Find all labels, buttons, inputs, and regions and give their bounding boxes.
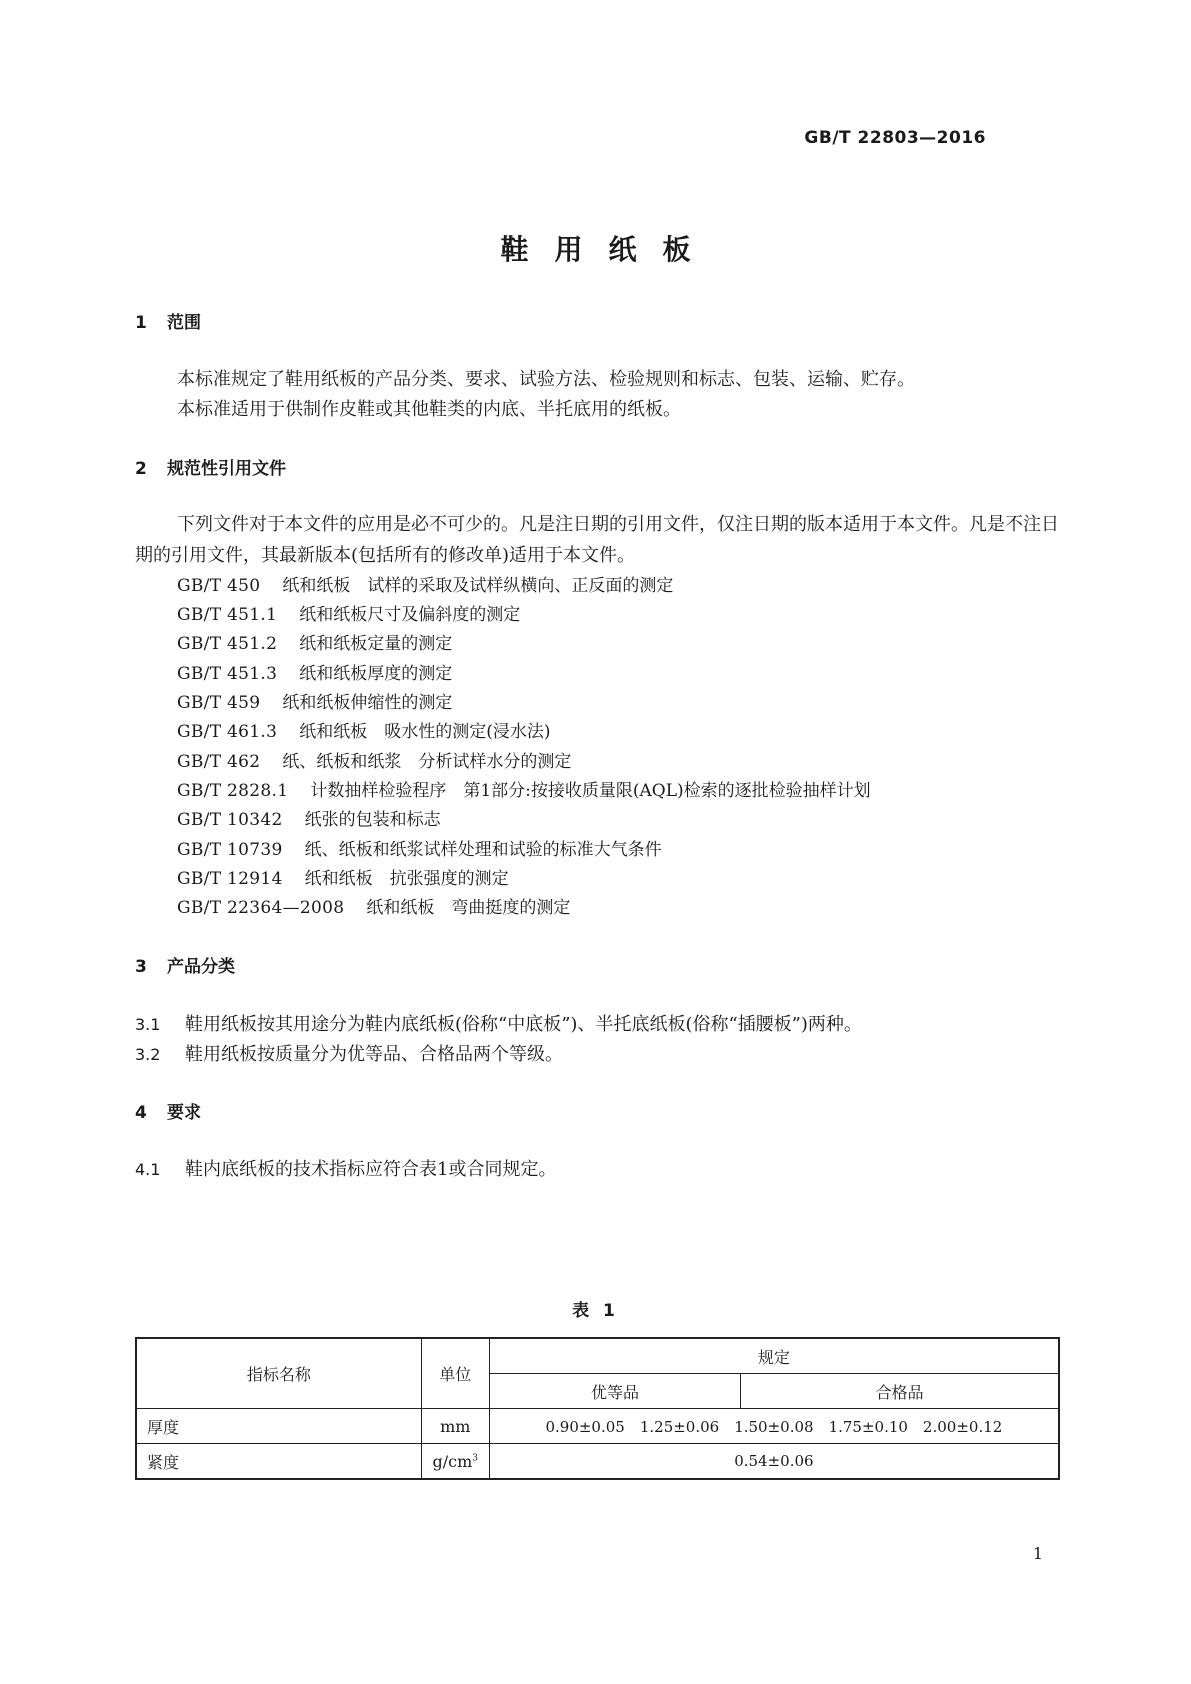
row-value-cell: 0.54±0.06: [489, 1444, 1059, 1480]
clause-item: [135, 1010, 862, 1036]
table-row: [136, 1444, 1059, 1480]
reference-item: [177, 835, 662, 860]
section-1-heading: [135, 308, 201, 333]
section-title: 范围: [167, 313, 201, 333]
reference-item: [177, 893, 570, 918]
reference-item: [177, 864, 509, 889]
reference-title: 纸、纸板和纸浆试样处理和试验的标准大气条件: [304, 840, 662, 860]
section-title: 规范性引用文件: [167, 459, 286, 479]
section-number: 3: [135, 957, 147, 977]
reference-item: [177, 747, 571, 772]
section-number: 1: [135, 313, 147, 333]
reference-item: [177, 571, 673, 596]
header-cell-spec: 规定: [489, 1338, 1059, 1374]
clause-number: 3.2: [135, 1045, 161, 1064]
spec-table: [135, 1337, 1060, 1480]
reference-title: 纸和纸板定量的测定: [299, 634, 453, 654]
scope-paragraph-1: 本标准规定了鞋用纸板的产品分类、要求、试验方法、检验规则和标志、包装、运输、贮存。: [177, 369, 915, 390]
reference-item: [177, 629, 452, 654]
reference-title: 纸张的包装和标志: [304, 810, 441, 830]
reference-title: 纸和纸板 抗张强度的测定: [304, 869, 509, 889]
reference-item: [177, 805, 441, 830]
scope-paragraph-2: 本标准适用于供制作皮鞋或其他鞋类的内底、半托底用的纸板。: [177, 399, 681, 420]
row-name-cell: 紧度: [136, 1444, 421, 1480]
reference-code: GB/T 451.2: [177, 634, 278, 654]
clause-number: 3.1: [135, 1015, 161, 1034]
reference-code: GB/T 459: [177, 693, 261, 713]
reference-code: GB/T 10342: [177, 810, 283, 830]
reference-title: 纸和纸板 试样的采取及试样纵横向、正反面的测定: [282, 576, 674, 596]
reference-title: 纸和纸板厚度的测定: [299, 664, 453, 684]
clause-text: 鞋内底纸板的技术指标应符合表1或合同规定。: [185, 1159, 557, 1180]
clause-item: [135, 1040, 563, 1066]
table-row: [136, 1409, 1059, 1444]
row-name-cell: 厚度: [136, 1409, 421, 1444]
reference-item: [177, 776, 871, 801]
reference-code: GB/T 451.1: [177, 605, 278, 625]
clause-number: 4.1: [135, 1160, 161, 1179]
reference-item: [177, 659, 452, 684]
reference-code: GB/T 451.3: [177, 664, 278, 684]
reference-title: 计数抽样检验程序 第1部分:按接收质量限(AQL)检索的逐批检验抽样计划: [310, 781, 871, 801]
header-cell-grade-a: 优等品: [489, 1374, 740, 1409]
reference-title: 纸和纸板 吸水性的测定(浸水法): [299, 722, 551, 742]
reference-item: [177, 717, 550, 742]
clause-text: 鞋用纸板按其用途分为鞋内底纸板(俗称“中底板”)、半托底纸板(俗称“插腰板”)两种。: [185, 1014, 862, 1035]
page-number: 1: [1032, 1544, 1043, 1563]
section-4-heading: [135, 1098, 201, 1123]
section-title: 要求: [167, 1103, 201, 1123]
header-cell-unit: 单位: [421, 1338, 489, 1409]
reference-code: GB/T 2828.1: [177, 781, 289, 801]
reference-code: GB/T 450: [177, 576, 261, 596]
reference-title: 纸和纸板 弯曲挺度的测定: [366, 898, 571, 918]
reference-code: GB/T 461.3: [177, 722, 278, 742]
reference-code: GB/T 22364—2008: [177, 898, 345, 918]
reference-code: GB/T 10739: [177, 840, 283, 860]
document-title: 鞋用纸板: [500, 233, 717, 266]
reference-title: 纸、纸板和纸浆 分析试样水分的测定: [282, 752, 572, 772]
header-cell-name: 指标名称: [136, 1338, 421, 1409]
section-3-heading: [135, 952, 235, 977]
header-cell-grade-b: 合格品: [741, 1374, 1059, 1409]
references-intro: 下列文件对于本文件的应用是必不可少的。凡是注日期的引用文件，仅注日期的版本适用于本文件。凡是不注日期的引用文件，其最新版本(包括所有的修改单)适用于本文件。: [135, 514, 1059, 566]
reference-code: GB/T 12914: [177, 869, 283, 889]
reference-item: [177, 688, 452, 713]
section-title: 产品分类: [167, 957, 235, 977]
clause-item: [135, 1155, 556, 1181]
reference-title: 纸和纸板伸缩性的测定: [282, 693, 453, 713]
standard-code: GB/T 22803—2016: [804, 128, 986, 148]
reference-title: 纸和纸板尺寸及偏斜度的测定: [299, 605, 521, 625]
row-unit-cell: [421, 1444, 489, 1480]
reference-code: GB/T 462: [177, 752, 261, 772]
reference-item: [177, 600, 520, 625]
unit-superscript: 3: [472, 1453, 479, 1464]
clause-text: 鞋用纸板按质量分为优等品、合格品两个等级。: [185, 1044, 563, 1065]
unit-text: g/cm: [432, 1451, 473, 1471]
section-number: 4: [135, 1103, 147, 1123]
table-caption: 表 1: [572, 1301, 619, 1321]
section-number: 2: [135, 459, 147, 479]
table-header-row: [136, 1338, 1059, 1374]
section-2-heading: [135, 454, 286, 479]
row-unit-cell: mm: [421, 1409, 489, 1444]
row-value-cell: 0.90±0.05 1.25±0.06 1.50±0.08 1.75±0.10 2.00±0.12: [489, 1409, 1059, 1444]
